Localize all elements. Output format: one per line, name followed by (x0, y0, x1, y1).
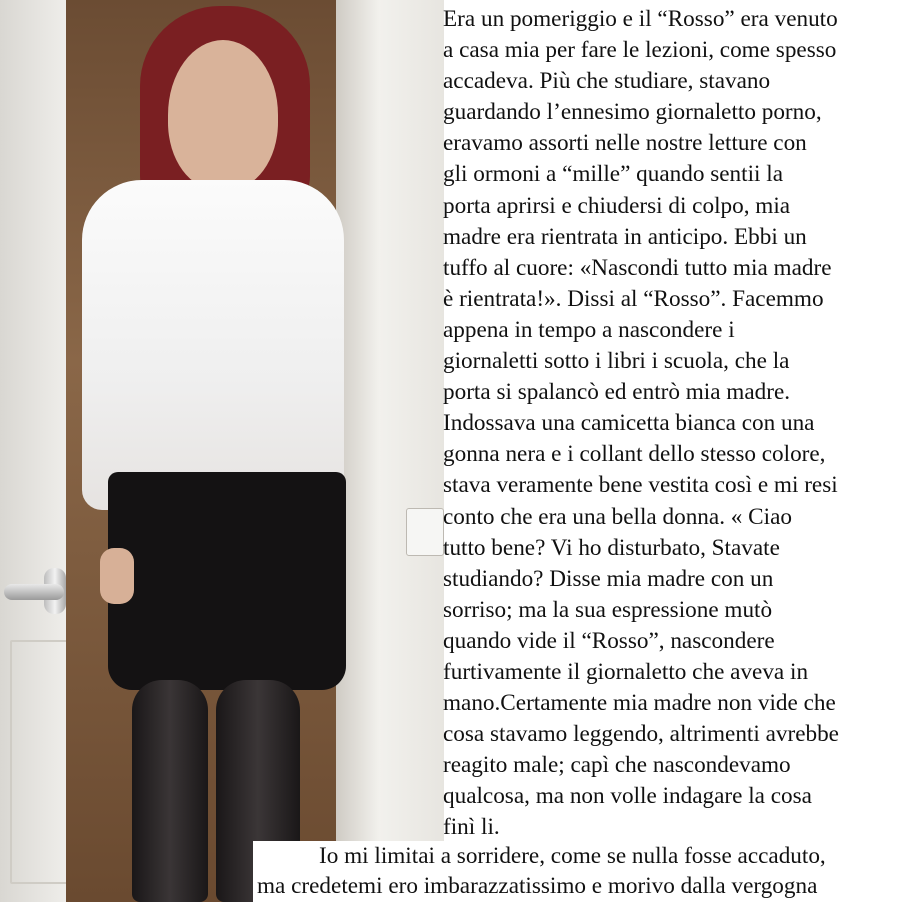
figure-face (168, 40, 278, 190)
story-line: studiando? Disse mia madre con un (443, 565, 774, 592)
light-switch (406, 508, 444, 556)
story-line: a casa mia per fare le lezioni, come spesso (443, 37, 837, 64)
figure-hand (100, 548, 134, 604)
story-line: mano.Certamente mia madre non vide che (443, 690, 836, 717)
story-line: madre era rientrata in anticipo. Ebbi un (443, 223, 807, 250)
story-line: accadeva. Più che studiare, stavano (443, 68, 771, 95)
story-line: cosa stavamo leggendo, altrimenti avrebbe (443, 721, 839, 748)
story-line: giornaletti sotto i libri i scuola, che la (443, 348, 790, 375)
story-line: sorriso; ma la sua espressione mutò (443, 596, 773, 623)
figure-blouse (82, 180, 344, 510)
story-line: quando vide il “Rosso”, nascondere (443, 627, 775, 654)
closing-line: ma credetemi ero imbarazzatissimo e morivo dalla vergogna (253, 871, 817, 901)
story-line: furtivamente il giornaletto che aveva in (443, 658, 809, 685)
story-line: reagito male; capì che nascondevamo (443, 752, 791, 779)
closing-line: Io mi limitai a sorridere, come se nulla fosse accaduto, (313, 841, 826, 871)
story-line: appena in tempo a nascondere i (443, 316, 735, 343)
story-line: stava veramente bene vestita così e mi resi (443, 472, 838, 499)
story-line: porta aprirsi e chiudersi di colpo, mia (443, 192, 791, 219)
story-line: Era un pomeriggio e il “Rosso” era venuto (443, 6, 838, 32)
story-line: qualcosa, ma non volle indagare la cosa (443, 783, 812, 810)
story-text (443, 4, 903, 844)
door-handle (4, 584, 64, 600)
door-frame (336, 0, 444, 902)
photo (0, 0, 444, 902)
story-line: porta si spalancò ed entrò mia madre. (443, 379, 791, 406)
story-line: conto che era una bella donna. « Ciao (443, 503, 792, 530)
story-line: gli ormoni a “mille” quando sentii la (443, 161, 784, 188)
story-line: Indossava una camicetta bianca con una (443, 410, 815, 437)
story-line: tuffo al cuore: «Nascondi tutto mia madre (443, 254, 832, 281)
figure-skirt (108, 472, 346, 690)
story-line: tutto bene? Vi ho disturbato, Stavate (443, 534, 780, 561)
story-line: è rientrata!». Dissi al “Rosso”. Facemmo (443, 285, 824, 312)
story-line: finì li. (443, 814, 500, 841)
story-line: eravamo assorti nelle nostre letture con (443, 130, 807, 157)
story-line: gonna nera e i collant dello stesso colore, (443, 441, 826, 468)
figure-leg-left (132, 680, 208, 902)
story-line: guardando l’ennesimo giornaletto porno, (443, 99, 822, 126)
